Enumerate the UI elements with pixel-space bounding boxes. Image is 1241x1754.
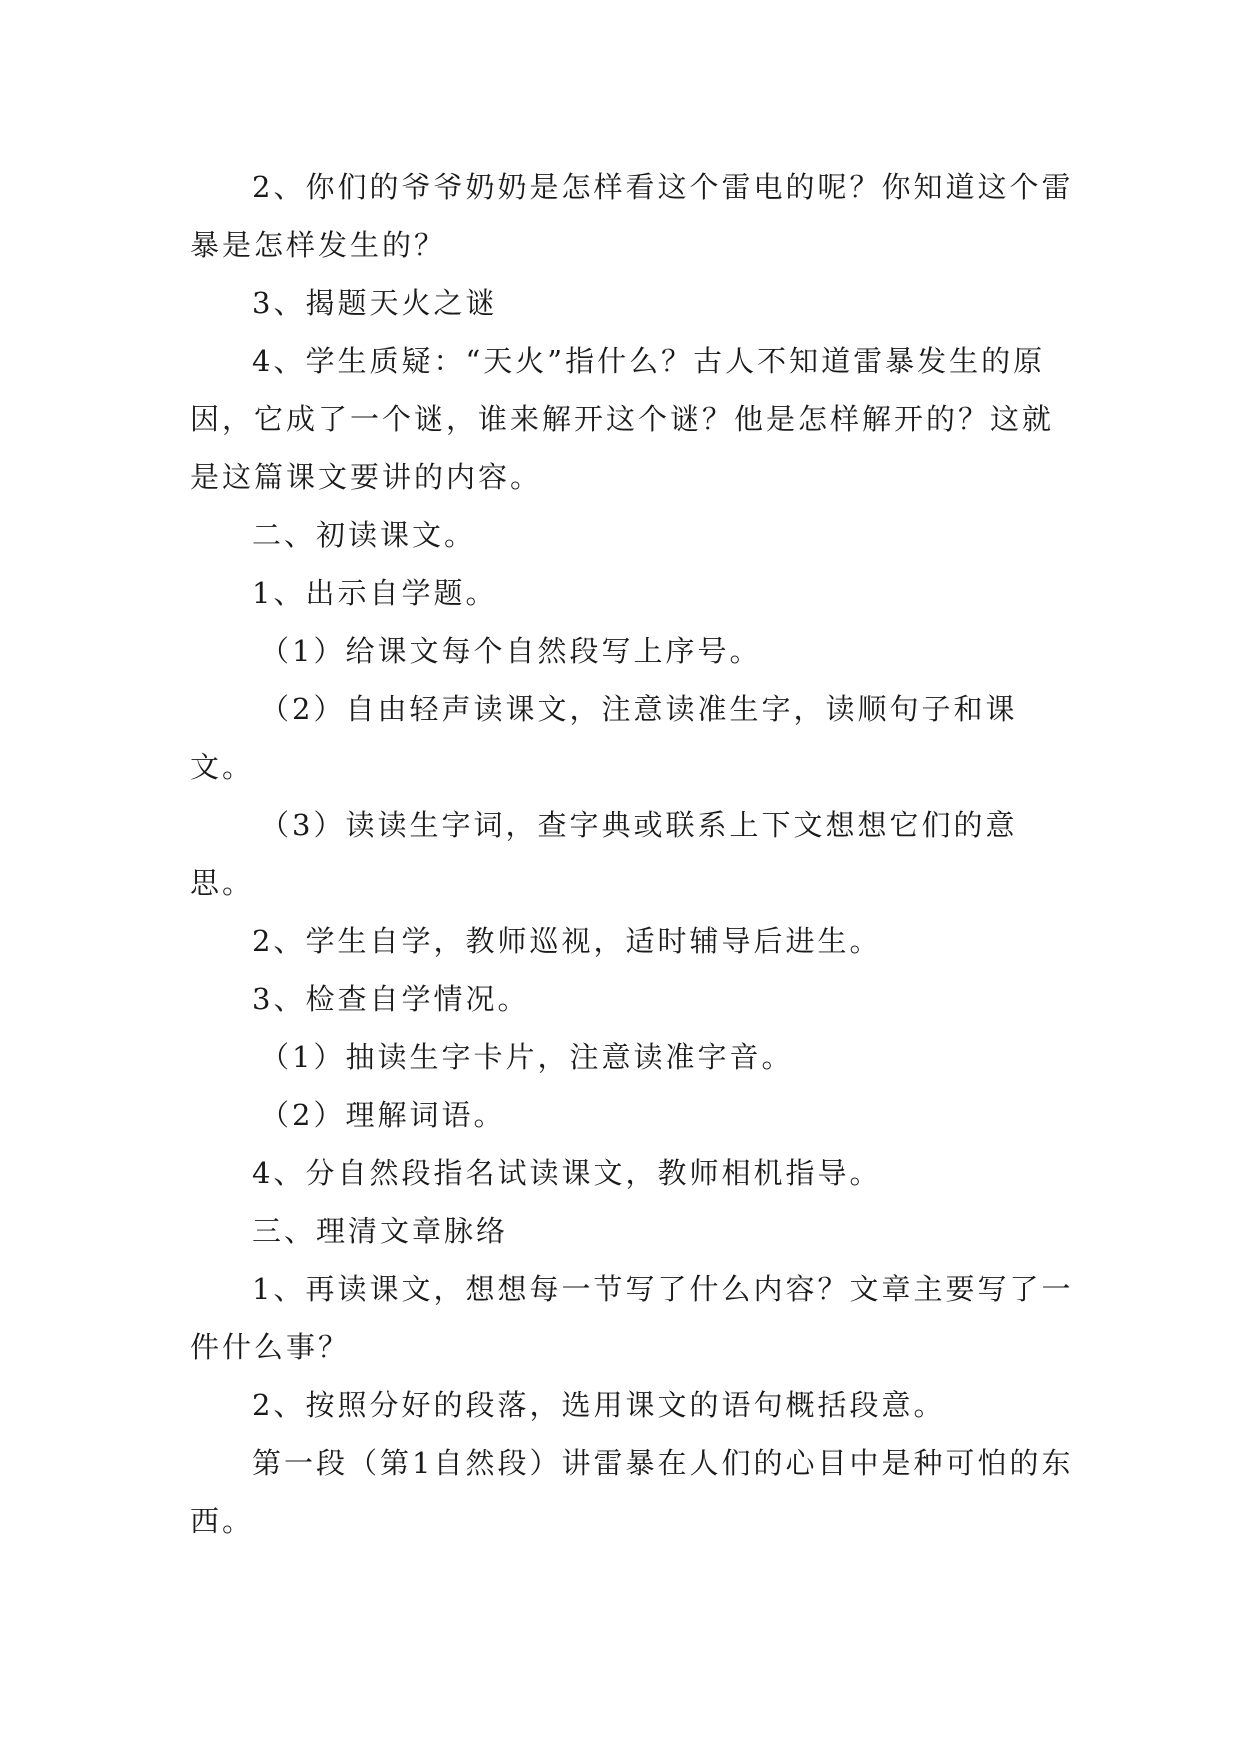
- paragraph: 3、揭题天火之谜: [252, 286, 498, 320]
- paragraph: 1、出示自学题。: [252, 576, 498, 610]
- paragraph: 第一段（第1自然段）讲雷暴在人们的心目中是种可怕的东西。: [190, 1446, 1074, 1538]
- section-heading: 三、理清文章脉络: [252, 1214, 509, 1248]
- paragraph: 2、学生自学，教师巡视，适时辅导后进生。: [252, 924, 882, 958]
- list-item: （3）读读生字词，查字典或联系上下文想想它们的意思。: [190, 808, 1018, 900]
- paragraph: 4、学生质疑：“天火”指什么？古人不知道雷暴发生的原因，它成了一个谜，谁来解开这个谜？他是怎样解开的？这就是这篇课文要讲的内容。: [190, 344, 1055, 494]
- paragraph: 2、你们的爷爷奶奶是怎样看这个雷电的呢？你知道这个雷暴是怎样发生的？: [190, 170, 1074, 262]
- list-item: （1）抽读生字卡片，注意读准字音。: [260, 1040, 794, 1074]
- section-heading: 二、初读课文。: [252, 518, 477, 552]
- list-item: （2）理解词语。: [260, 1098, 506, 1132]
- paragraph: 4、分自然段指名试读课文，教师相机指导。: [252, 1156, 882, 1190]
- document-body: [190, 158, 1080, 1550]
- paragraph: 1、再读课文，想想每一节写了什么内容？文章主要写了一件什么事？: [190, 1272, 1074, 1364]
- list-item: （2）自由轻声读课文，注意读准生字，读顺句子和课文。: [190, 692, 1018, 784]
- paragraph: 3、检查自学情况。: [252, 982, 530, 1016]
- paragraph: 2、按照分好的段落，选用课文的语句概括段意。: [252, 1388, 946, 1422]
- list-item: （1）给课文每个自然段写上序号。: [260, 634, 762, 668]
